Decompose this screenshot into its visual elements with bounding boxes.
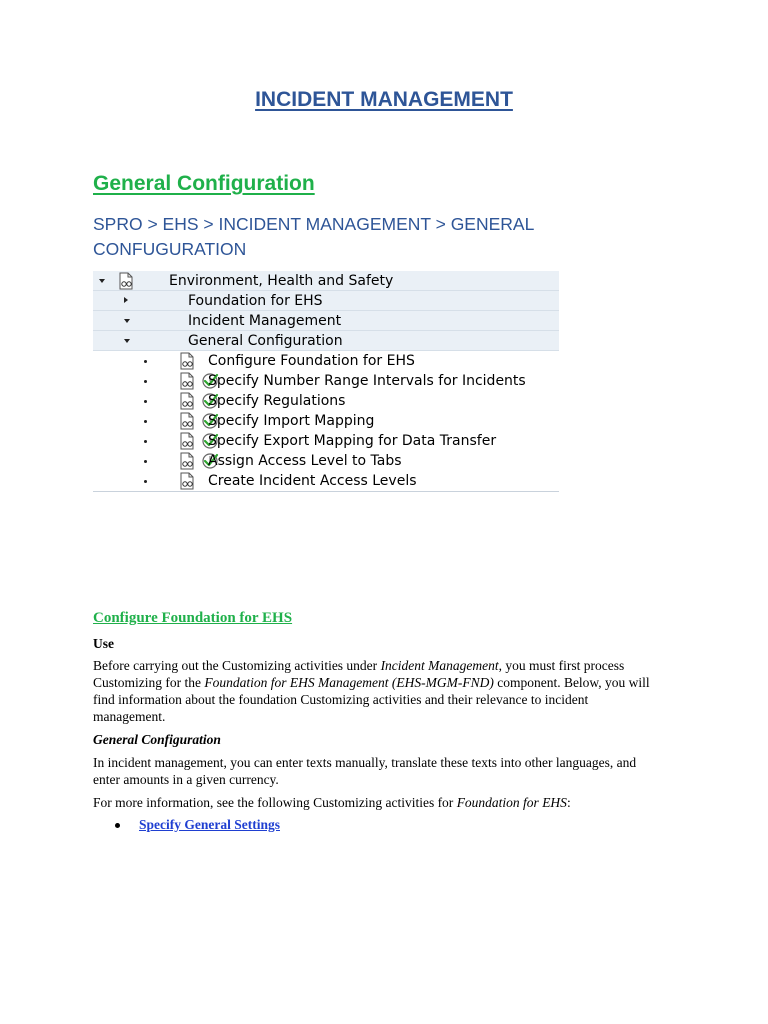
expanded-arrow-icon[interactable]: [99, 279, 105, 283]
tree-node[interactable]: [93, 391, 559, 411]
document-glasses-icon: [178, 432, 196, 450]
bullet-icon: [115, 823, 120, 828]
expanded-arrow-icon[interactable]: [124, 319, 130, 323]
tree-node-label[interactable]: General Configuration: [188, 333, 343, 349]
document-glasses-icon: [178, 472, 196, 490]
more-info-paragraph: For more information, see the following Customizing activities for Foundation for EHS:: [93, 795, 571, 810]
collapsed-arrow-icon[interactable]: [124, 297, 128, 303]
general-configuration-label: General Configuration: [93, 732, 221, 747]
tree-node[interactable]: [93, 311, 559, 331]
related-activities-list: [115, 816, 280, 834]
intro-paragraph: Before carrying out the Customizing activities under Incident Management, you must first process Customizing for the Foundation for EHS Management (EHS-MGM-FND) component. Below, you will find information about the foundation Customizing activities and their relevance to incident management.: [93, 658, 650, 724]
tree-node[interactable]: [93, 351, 559, 371]
document-glasses-icon: [178, 372, 196, 390]
tree-node-label[interactable]: Environment, Health and Safety: [169, 273, 394, 289]
leaf-dot-icon: [144, 360, 147, 363]
tree-node-label[interactable]: Specify Export Mapping for Data Transfer: [208, 433, 497, 449]
tree-node[interactable]: [93, 471, 559, 491]
tree-node[interactable]: [93, 271, 559, 291]
document-glasses-icon: [178, 452, 196, 470]
emphasis-foundation-component: Foundation for EHS Management (EHS-MGM-FND): [204, 675, 494, 690]
tree-node-label[interactable]: Foundation for EHS: [188, 293, 323, 309]
tree-node-label[interactable]: Create Incident Access Levels: [208, 473, 417, 489]
tree-node-label[interactable]: Incident Management: [188, 313, 342, 329]
use-label: Use: [93, 636, 114, 651]
document-glasses-icon: [178, 412, 196, 430]
tree-node[interactable]: [93, 291, 559, 311]
leaf-dot-icon: [144, 420, 147, 423]
customizing-tree: [93, 271, 559, 492]
leaf-dot-icon: [144, 480, 147, 483]
document-glasses-icon: [178, 352, 196, 370]
menu-path: SPRO > EHS > INCIDENT MANAGEMENT > GENERAL CONFUGURATION: [93, 214, 534, 259]
tree-node-label[interactable]: Specify Number Range Intervals for Incidents: [208, 373, 526, 389]
tree-node-label[interactable]: Configure Foundation for EHS: [208, 353, 415, 369]
tree-node-label[interactable]: Assign Access Level to Tabs: [208, 453, 402, 469]
leaf-dot-icon: [144, 400, 147, 403]
tree-node[interactable]: [93, 331, 559, 351]
document-title: INCIDENT MANAGEMENT: [255, 88, 513, 111]
emphasis-foundation-ehs: Foundation for EHS: [456, 795, 567, 810]
leaf-dot-icon: [144, 460, 147, 463]
general-configuration-paragraph: In incident management, you can enter texts manually, translate these texts into other languages, and enter amounts in a given currency.: [93, 755, 637, 787]
document-glasses-icon: [117, 272, 135, 290]
leaf-dot-icon: [144, 380, 147, 383]
tree-node[interactable]: [93, 411, 559, 431]
tree-node-label[interactable]: Specify Import Mapping: [208, 413, 375, 429]
tree-node-label[interactable]: Specify Regulations: [208, 393, 346, 409]
help-heading: Configure Foundation for EHS: [93, 610, 293, 626]
list-item: [115, 816, 280, 834]
specify-general-settings-link[interactable]: Specify General Settings: [139, 817, 280, 832]
tree-node[interactable]: [93, 451, 559, 471]
document-glasses-icon: [178, 392, 196, 410]
tree-node[interactable]: [93, 371, 559, 391]
expanded-arrow-icon[interactable]: [124, 339, 130, 343]
leaf-dot-icon: [144, 440, 147, 443]
emphasis-incident-management: Incident Management: [380, 658, 499, 673]
section-heading: General Configuration: [93, 172, 315, 195]
tree-node[interactable]: [93, 431, 559, 451]
